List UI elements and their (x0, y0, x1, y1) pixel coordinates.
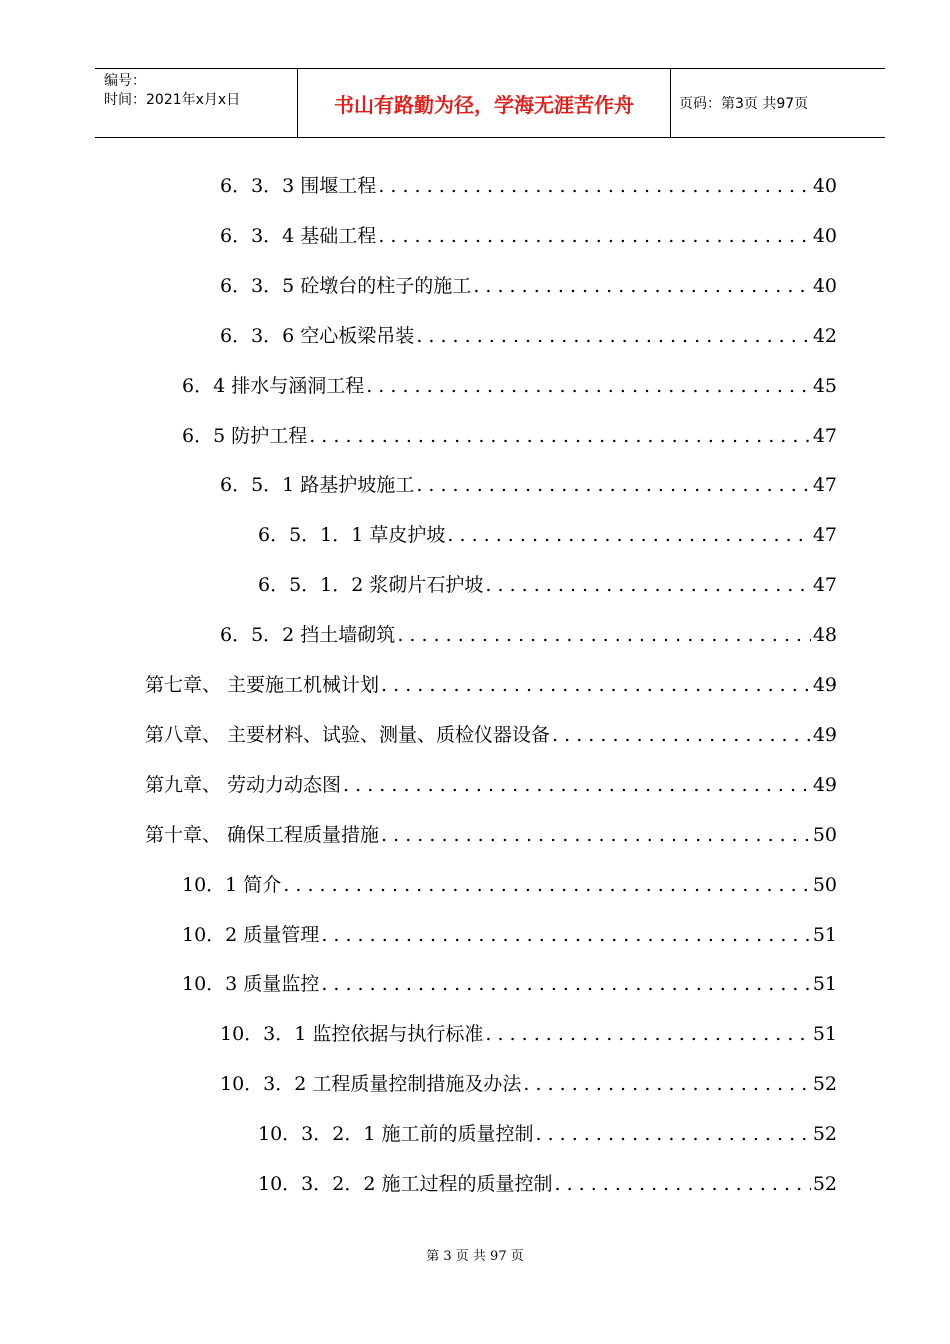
toc-leader-dots (366, 371, 811, 401)
toc-entry[interactable] (182, 870, 837, 900)
number-label: 编号： (104, 73, 146, 89)
toc-entry-page: 51 (812, 923, 837, 946)
toc-leader-dots (416, 321, 811, 351)
toc-leader-dots (473, 271, 811, 301)
toc-leader-dots (485, 570, 810, 600)
toc-leader-dots (554, 1169, 810, 1199)
toc-entry-title: 10．3．2．2 施工过程的质量控制 (258, 1173, 553, 1195)
toc-entry-title: 6．3．3 围堰工程 (220, 175, 377, 197)
toc-leader-dots (485, 1019, 810, 1049)
toc-entry-page: 47 (812, 524, 837, 547)
toc-entry[interactable] (220, 271, 837, 301)
toc-entry-page: 40 (812, 224, 837, 247)
toc-entry[interactable] (258, 520, 837, 550)
toc-entry-page: 47 (812, 474, 837, 497)
toc-entry-page: 49 (812, 674, 837, 696)
toc-entry-title: 6．5．1．1 草皮护坡 (258, 524, 446, 547)
toc-leader-dots (283, 870, 811, 900)
toc-entry[interactable] (220, 1019, 837, 1049)
toc-leader-dots (343, 770, 811, 800)
toc-leader-dots (535, 1119, 810, 1149)
toc-leader-dots (309, 421, 811, 451)
toc-entry[interactable] (220, 1069, 837, 1099)
toc-entry-title: 6．5 防护工程 (182, 424, 308, 447)
time-label: 时间：2021年x月x日 (104, 92, 241, 108)
page-header (95, 68, 885, 138)
toc-leader-dots (523, 1069, 810, 1099)
toc-leader-dots (397, 620, 811, 650)
toc-leader-dots (447, 520, 810, 550)
toc-entry-page: 52 (812, 1073, 837, 1096)
page-footer: 第 3 页 共 97 页 (426, 1249, 524, 1264)
toc-entry[interactable] (182, 371, 837, 401)
toc-entry-title: 6．5．1 路基护坡施工 (220, 474, 415, 497)
toc-leader-dots (321, 920, 811, 950)
toc-leader-dots (552, 720, 811, 750)
toc-entry-page: 52 (812, 1173, 837, 1195)
toc-entry-page: 47 (812, 424, 837, 447)
toc-entry[interactable] (182, 920, 837, 950)
toc-entry-title: 10．3．2．1 施工前的质量控制 (258, 1123, 534, 1146)
toc-entry[interactable] (145, 820, 837, 850)
toc-entry-title: 6．3．6 空心板梁吊装 (220, 324, 415, 347)
toc-entry[interactable] (220, 171, 837, 201)
header-meta (95, 69, 297, 137)
toc-entry-title: 10．2 质量管理 (182, 923, 320, 946)
toc-leader-dots (416, 470, 811, 500)
toc-entry-page: 45 (812, 374, 837, 397)
toc-entry[interactable] (182, 421, 837, 451)
toc-entry[interactable] (220, 620, 837, 650)
toc-leader-dots (378, 171, 811, 201)
toc-entry[interactable] (145, 770, 837, 800)
toc-entry[interactable] (220, 470, 837, 500)
toc-entry-page: 49 (812, 723, 837, 746)
toc-entry[interactable] (220, 321, 837, 351)
toc-entry[interactable] (145, 720, 837, 750)
toc-entry-title: 10．3．2 工程质量控制措施及办法 (220, 1073, 522, 1096)
toc-leader-dots (381, 670, 811, 700)
toc-entry-page: 49 (812, 773, 837, 796)
toc-entry-page: 50 (812, 873, 837, 896)
toc-entry[interactable] (258, 570, 837, 600)
toc-entry-title: 10．3 质量监控 (182, 973, 320, 996)
toc-entry-title: 10．1 简介 (182, 873, 282, 896)
toc-entry-page: 47 (812, 574, 837, 597)
toc-entry-page: 40 (812, 175, 837, 197)
header-motto: 书山有路勤为径，学海无涯苦作舟 (297, 69, 671, 137)
toc-entry-page: 42 (812, 324, 837, 347)
toc-entry-page: 51 (812, 1023, 837, 1046)
toc-entry-title: 6．3．4 基础工程 (220, 224, 377, 247)
toc-leader-dots (378, 221, 811, 251)
toc-entry-page: 48 (812, 624, 837, 647)
toc-entry-title: 第八章、 主要材料、试验、测量、质检仪器设备 (145, 723, 551, 746)
header-page-info: 页码：第3页 共97页 (679, 96, 809, 112)
toc-entry[interactable] (258, 1119, 837, 1149)
toc-entry-title: 第七章、 主要施工机械计划 (145, 674, 380, 696)
toc-entry-title: 6．5．2 挡土墙砌筑 (220, 624, 396, 647)
toc-leader-dots (381, 820, 811, 850)
toc-entry-title: 6．5．1．2 浆砌片石护坡 (258, 574, 484, 597)
toc-entry-page: 40 (812, 274, 837, 297)
toc-entry[interactable] (220, 221, 837, 251)
toc-entry-page: 52 (812, 1123, 837, 1146)
toc-entry[interactable] (182, 969, 837, 999)
toc-entry-title: 6．3．5 砼墩台的柱子的施工 (220, 274, 472, 297)
toc-entry-title: 第九章、 劳动力动态图 (145, 773, 342, 796)
toc-entry-title: 10．3．1 监控依据与执行标准 (220, 1023, 484, 1046)
toc-entry[interactable] (145, 670, 837, 700)
toc-leader-dots (321, 969, 811, 999)
toc-entry-title: 第十章、 确保工程质量措施 (145, 823, 380, 846)
toc-entry-title: 6．4 排水与涵洞工程 (182, 374, 365, 397)
toc-entry[interactable] (258, 1169, 837, 1199)
toc-entry-page: 51 (812, 973, 837, 996)
toc-entry-page: 50 (812, 823, 837, 846)
